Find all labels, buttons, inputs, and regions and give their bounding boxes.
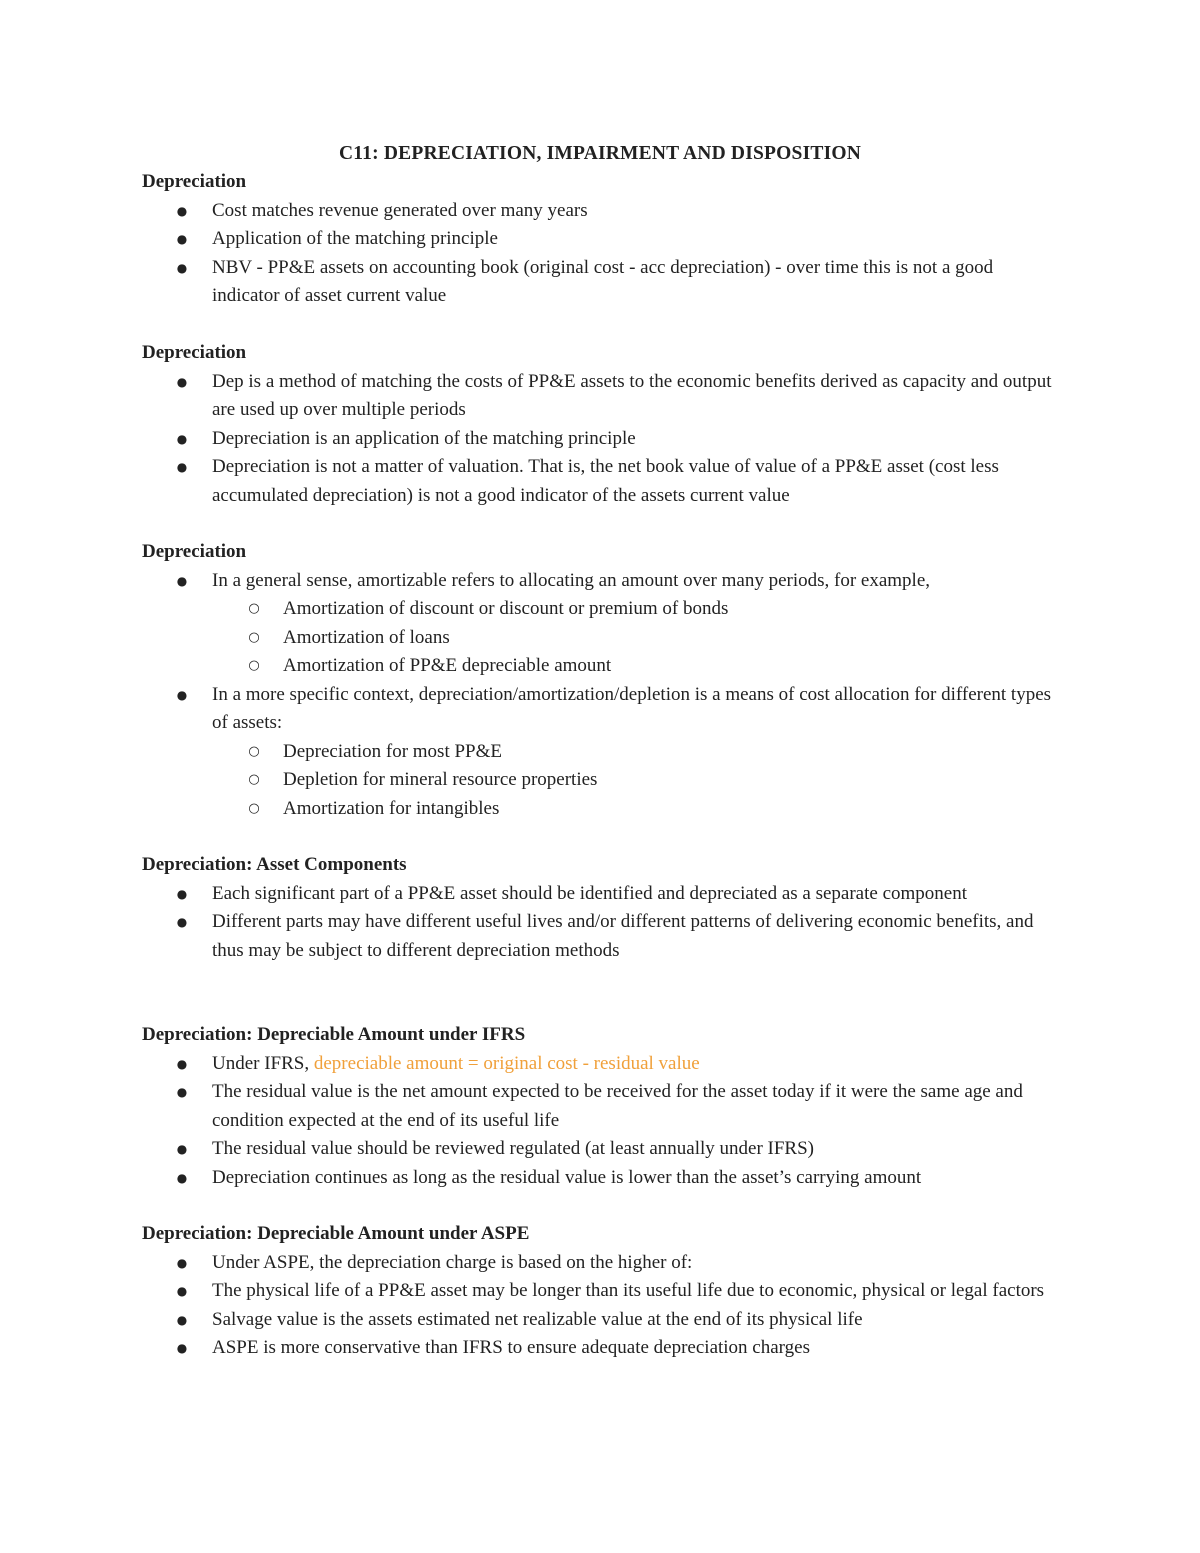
section-heading: Depreciation: Asset Components (142, 854, 407, 875)
list-item: ● Different parts may have different useful lives and/or different patterns of delivering economic benefits, and thus may be subject to different depreciation methods (142, 908, 1062, 965)
list-item: ● NBV - PP&E assets on accounting book (original cost - acc depreciation) - over time this is not a good indicator of asset current value (142, 254, 1062, 311)
bullet-icon: ● (176, 687, 188, 702)
bullet-icon: ● (176, 1170, 188, 1185)
list-item: ● Application of the matching principle (142, 225, 1062, 254)
bullet-icon: ● (176, 1341, 188, 1355)
bullet-icon: ● (176, 260, 188, 275)
section-depreciation-definition (142, 339, 1062, 510)
sub-bullet-icon: ○ (248, 601, 260, 616)
sub-list-item: ○ Amortization of loans (142, 624, 1062, 653)
list-item: ● In a more specific context, depreciation/amortization/depletion is a means of cost allocation for different types of assets: (142, 681, 1062, 738)
bullet-icon: ● (176, 431, 188, 446)
bullet-icon: ● (176, 203, 188, 218)
section-heading: Depreciation: Depreciable Amount under IFRS (142, 1024, 526, 1045)
page-title: C11: DEPRECIATION, IMPAIRMENT AND DISPOSITION (338, 143, 862, 164)
list-item: ● Depreciation is an application of the matching principle (142, 425, 1062, 454)
bullet-icon: ● (176, 232, 188, 246)
sub-bullet-icon: ○ (248, 658, 260, 673)
bullet-icon: ● (176, 915, 188, 929)
bullet-icon: ● (176, 1255, 188, 1270)
section-depreciation-overview (142, 168, 1062, 311)
highlighted-formula: depreciable amount = original cost - residual value (313, 1052, 700, 1074)
bullet-icon: ● (176, 886, 188, 901)
sub-bullet-icon: ○ (248, 772, 260, 787)
section-heading: Depreciation: Depreciable Amount under ASPE (142, 1223, 530, 1244)
sub-bullet-icon: ○ (248, 800, 260, 816)
bullet-icon: ● (176, 1056, 188, 1071)
list-item: ● Depreciation continues as long as the residual value is lower than the asset’s carrying amount (142, 1164, 1062, 1193)
list-item: ● The residual value is the net amount expected to be received for the asset today if it were the same age and condition expected at the end of its useful life (142, 1078, 1062, 1135)
list-item: ● In a general sense, amortizable refers to allocating an amount over many periods, for example, (142, 567, 1062, 596)
sub-bullet-icon: ○ (248, 743, 260, 759)
sub-bullet-icon: ○ (248, 629, 260, 645)
sub-list-item: ○ Amortization for intangibles (142, 795, 1062, 824)
section-asset-components (142, 851, 1062, 965)
section-depreciable-amount-ifrs (142, 1021, 1062, 1192)
bullet-icon: ● (176, 374, 188, 389)
bullet-list (142, 880, 1062, 966)
bullet-icon: ● (176, 1142, 188, 1156)
section-heading: Depreciation (142, 342, 247, 363)
list-item: ● ASPE is more conservative than IFRS to ensure adequate depreciation charges (142, 1334, 1062, 1363)
list-item: ● Each significant part of a PP&E asset should be identified and depreciated as a separate component (142, 880, 1062, 909)
bullet-icon: ● (176, 1284, 188, 1298)
list-item: ● The residual value should be reviewed regulated (at least annually under IFRS) (142, 1135, 1062, 1164)
list-item: ● Dep is a method of matching the costs of PP&E assets to the economic benefits derived as capacity and output are used up over multiple periods (142, 368, 1062, 425)
sub-list-item: ○ Amortization of PP&E depreciable amount (142, 652, 1062, 681)
section-depreciation-amortization (142, 538, 1062, 823)
list-item: ● Under IFRS, depreciable amount = original cost - residual value (142, 1050, 1062, 1079)
section-heading: Depreciation (142, 541, 247, 562)
sub-list-item: ○ Amortization of discount or discount or premium of bonds (142, 595, 1062, 624)
list-item: ● Salvage value is the assets estimated net realizable value at the end of its physical life (142, 1306, 1062, 1335)
sub-list-item: ○ Depreciation for most PP&E (142, 738, 1062, 767)
list-item: ● The physical life of a PP&E asset may be longer than its useful life due to economic, physical or legal factors (142, 1277, 1062, 1306)
section-heading: Depreciation (142, 171, 247, 192)
list-item: ● Cost matches revenue generated over many years (142, 197, 1062, 226)
bullet-list (142, 197, 1062, 311)
bullet-icon: ● (176, 573, 188, 588)
bullet-icon: ● (176, 1085, 188, 1099)
bullet-list (142, 368, 1062, 511)
section-depreciable-amount-aspe (142, 1220, 1062, 1363)
bullet-list (142, 1249, 1062, 1363)
list-item: ● Depreciation is not a matter of valuation. That is, the net book value of value of a PP&E asset (cost less accumulated depreciation) is not a good indicator of the assets current value (142, 453, 1062, 510)
bullet-icon: ● (176, 460, 188, 474)
bullet-list (142, 567, 1062, 824)
sub-list-item: ○ Depletion for mineral resource properties (142, 766, 1062, 795)
list-item: ● Under ASPE, the depreciation charge is based on the higher of: (142, 1249, 1062, 1278)
bullet-icon: ● (176, 1312, 188, 1327)
bullet-list (142, 1050, 1062, 1193)
